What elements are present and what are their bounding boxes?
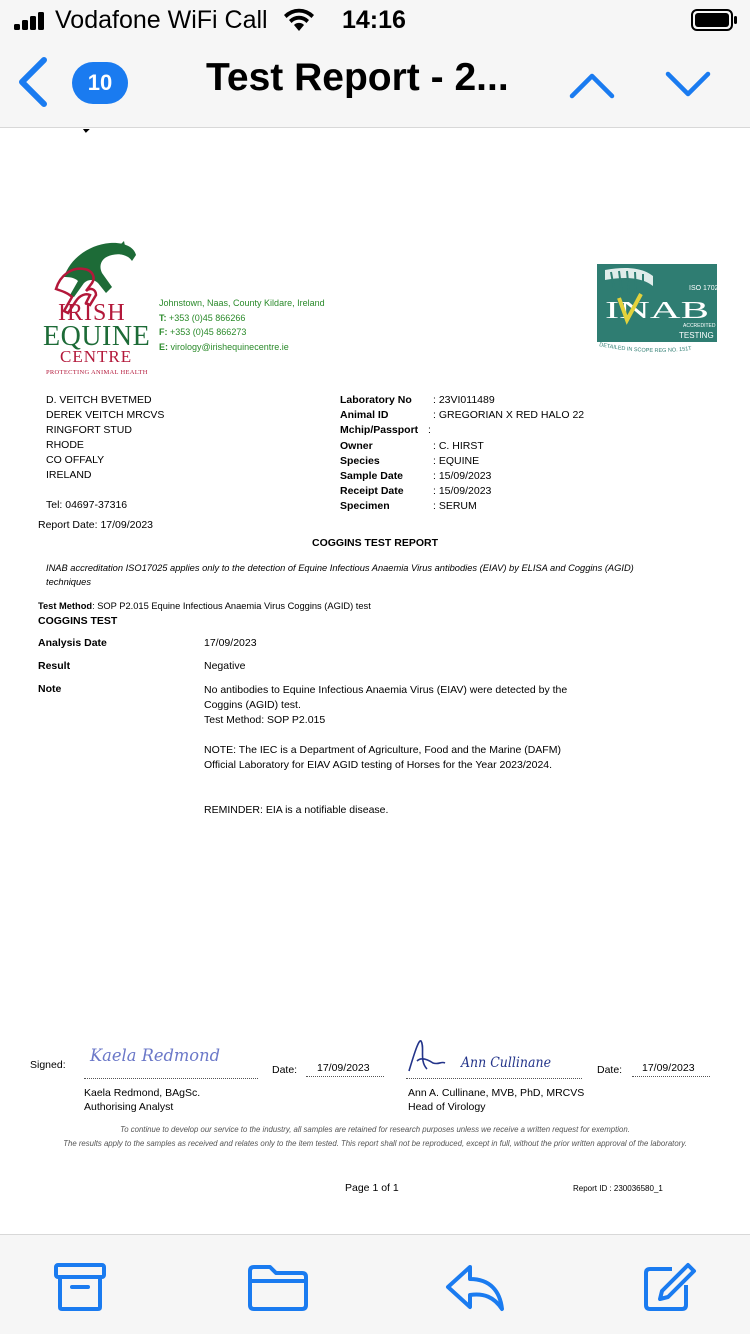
lab-details-table (340, 393, 584, 515)
note-label: Note (38, 683, 62, 695)
lab-row (340, 439, 584, 454)
date-label: Date: (597, 1064, 623, 1076)
fax-number: +353 (0)45 866273 (170, 327, 247, 337)
note-text-4: REMINDER: EIA is a notifiable disease. (204, 804, 389, 816)
lab-key: Laboratory No (340, 394, 412, 406)
clock: 14:16 (342, 6, 406, 34)
lab-key: Sample Date (340, 470, 404, 483)
inab-accredited-text: ACCREDITED (683, 323, 716, 329)
lab-value: : C. HIRST (433, 439, 484, 452)
lab-value: : 15/09/2023 (433, 470, 492, 483)
email-label: E: (159, 341, 168, 352)
logo-equine-text: EQUINE (43, 321, 151, 352)
lab-row (340, 454, 584, 469)
lab-value: : SERUM (433, 500, 477, 513)
note-text-1: No antibodies to Equine Infectious Anaemia Virus (EIAV) were detected by the Coggins (AGID) test. (204, 684, 568, 711)
logo-irish-text: IRISH (58, 300, 126, 326)
signature-handwriting-2: Ann Cullinane (459, 1055, 551, 1071)
signatory-role-1: Authorising Analyst (84, 1101, 174, 1113)
note-text-3: NOTE: The IEC is a Department of Agriculture, Food and the Marine (DAFM) Official Laboratory for EIAV AGID testing of Horses for the Year 2023/2024. (204, 744, 561, 771)
phone-label: T: (159, 312, 167, 323)
report-date: Report Date: 17/09/2023 (38, 519, 153, 531)
address-line: Johnstown, Naas, County Kildare, Ireland (159, 298, 325, 308)
logo-tagline: PROTECTING ANIMAL HEALTH (46, 369, 148, 376)
cellular-signal-icon (14, 12, 46, 30)
fax-label: F: (159, 327, 168, 337)
client-line: D. VEITCH BVETMED (46, 394, 152, 406)
email-link[interactable]: virology@irishequinecentre.ie (170, 341, 289, 352)
signature-handwriting-1: Kaela Redmond (89, 1046, 221, 1066)
result-label: Result (38, 660, 71, 672)
inab-accreditation-note: INAB accreditation ISO17025 applies only to the detection of Equine Infectious Anaemia Virus antibodies (EIAV) by ELISA and Coggins (AGID) techniques (46, 563, 634, 587)
page-title: Test Report - 2... (206, 56, 509, 99)
wifi-icon (283, 8, 315, 32)
archive-icon[interactable] (52, 1261, 108, 1313)
lab-value: : 23VI011489 (433, 394, 495, 406)
chevron-down-icon[interactable] (662, 64, 714, 104)
battery-icon (691, 9, 738, 31)
analysis-date-value: 17/09/2023 (204, 637, 257, 649)
report-id: Report ID : 230036580_1 (573, 1184, 663, 1193)
inab-brand-text: INAB (605, 298, 709, 324)
client-line: CO OFFALY (46, 454, 105, 466)
reply-icon[interactable] (444, 1261, 506, 1313)
bottom-toolbar (0, 1234, 750, 1334)
footer-note-2: The results apply to the samples as received and relates only to the item tested. This report shall not be reproduced, except in full, without the prior written approval of the laboratory. (63, 1139, 687, 1148)
report-heading: COGGINS TEST REPORT (311, 537, 438, 549)
client-telephone: Tel: 04697-37316 (46, 499, 128, 511)
test-method-label: Test Method (38, 601, 93, 611)
lab-value: : (428, 424, 431, 437)
test-method (38, 601, 371, 611)
date-line (306, 1076, 384, 1077)
inab-iso-text: ISO 1702 (689, 285, 717, 292)
lab-value: : 15/09/2023 (433, 485, 492, 498)
phone-number[interactable]: +353 (0)45 866266 (169, 312, 246, 323)
inab-accreditation-logo (597, 264, 717, 354)
lab-row (340, 469, 584, 484)
pdf-document-viewer[interactable] (0, 129, 750, 1234)
inab-scope-text: DETAILED IN SCOPE REG NO. 151T (598, 342, 693, 354)
footer-note-1: To continue to develop our service to the industry, all samples are retained for research purposes unless we receive a written request for exemption. (120, 1125, 630, 1134)
signatory-name-2: Ann A. Cullinane, MVB, PhD, MRCVS (408, 1087, 585, 1099)
section-title: COGGINS TEST (38, 615, 118, 627)
lab-value: : GREGORIAN X RED HALO 22 (433, 409, 585, 422)
client-address (46, 393, 164, 483)
inab-logo-icon (597, 264, 717, 354)
client-line: RINGFORT STUD (46, 424, 132, 436)
signature-date-2: 17/09/2023 (642, 1062, 695, 1074)
client-line: RHODE (46, 439, 84, 451)
signature-date-1: 17/09/2023 (317, 1062, 370, 1074)
client-line: DEREK VEITCH MRCVS (46, 409, 165, 421)
inab-testing-text: TESTING (679, 331, 714, 340)
folder-icon[interactable] (246, 1261, 310, 1313)
lab-row (340, 484, 584, 499)
signatory-name-1: Kaela Redmond, BAgSc. (84, 1087, 201, 1099)
navigation-bar (0, 40, 750, 128)
lab-row (340, 423, 584, 438)
svg-text:DETAILED IN SCOPE REG NO. 151T (599, 342, 693, 354)
signature-line (84, 1078, 258, 1079)
carrier-name: Vodafone WiFi Call (55, 6, 268, 34)
client-line: IRELAND (46, 469, 92, 481)
test-method-value: : SOP P2.015 Equine Infectious Anaemia Virus Coggins (AGID) test (92, 601, 371, 611)
signature-ann-cullinane (405, 1031, 555, 1077)
signature-kaela-redmond (86, 1037, 226, 1071)
signed-label: Signed: (30, 1059, 66, 1071)
result-value: Negative (204, 660, 246, 672)
note-text-2: Test Method: SOP P2.015 (204, 714, 326, 726)
lab-key: Mchip/Passport (340, 424, 419, 437)
footer-disclaimer (60, 1123, 690, 1151)
status-bar (0, 0, 750, 40)
date-label: Date: (272, 1064, 298, 1076)
lab-row (340, 408, 584, 423)
lab-key: Animal ID (340, 409, 389, 422)
signatory-role-2: Head of Virology (408, 1101, 486, 1113)
previous-page-fragment (78, 129, 96, 133)
unread-count-badge[interactable]: 10 (72, 62, 128, 104)
signature-line (406, 1078, 582, 1079)
lab-row (340, 499, 584, 514)
lab-key: Receipt Date (340, 485, 404, 498)
lab-key: Owner (340, 439, 373, 452)
logo-centre-text: CENTRE (60, 347, 133, 366)
contact-block (159, 296, 325, 354)
lab-row (340, 393, 584, 408)
lab-key: Specimen (340, 500, 390, 513)
page-number: Page 1 of 1 (345, 1182, 399, 1194)
compose-icon[interactable] (642, 1261, 698, 1313)
analysis-date-label: Analysis Date (38, 637, 107, 649)
back-chevron-icon[interactable] (14, 54, 54, 110)
lab-value: : EQUINE (433, 454, 480, 467)
lab-key: Species (340, 454, 380, 467)
date-line (632, 1076, 710, 1077)
chevron-up-icon[interactable] (566, 64, 618, 104)
